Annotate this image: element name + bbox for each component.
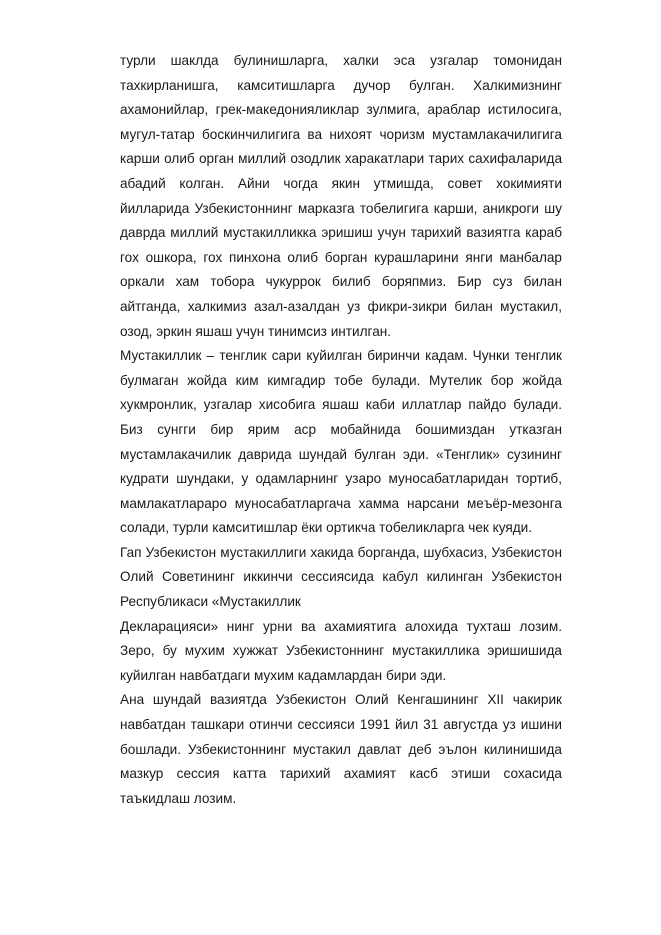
paragraph-4: Декларацияси» нинг урни ва ахамиятига алохида тухташ лозим. Зеро, бу мухим хужжат Узбекистоннинг мустакиллика эришишида куйилган навбатдаги мухим кадамлардан бири эди.	[120, 618, 562, 683]
paragraph-2: Мустакиллик – тенглик сари куйилган биринчи кадам. Чунки тенглик булмаган жойда ким кимгадир тобе булади. Мутелик бор жойда хукмронлик, узгалар хисобига яшаш каби иллатлар пайдо булади. Биз сунгги бир ярим аср мобайнида бошимиздан утказган мустамлакачилик даврида шундай булган эди. «Тенглик» сузининг кудрати шундаки, у одамларнинг узаро муносабатларидан тортиб, мамлакатлараро муносабатларгача хамма нарсани меъёр-мезонга солади, турли камситишлар ёки ортикча тобеликларга чек куяди.	[120, 348, 562, 536]
document-page	[120, 49, 562, 811]
paragraph-1: турли шаклда булинишларга, халки эса узгалар томонидан тахкирланишга, камситишларга дучор булган. Халкимизнинг ахамонийлар, грек-македонияликлар зулмига, араблар истилосига, мугул-татар боскинчилигига ва нихоят чоризм мустамлакачилигига карши олиб орган миллий озодлик харакатлари тарих сахифаларида абадий колган. Айни чогда якин утмишда, совет хокимияти йилларида Узбекистоннинг марказга тобелигига карши, аникроги шу даврда миллий мустакилликка эришиш учун тарихий вазиятга караб гох ошкора, гох пинхона олиб борган курашларини янги манбалар оркали хам тобора чукуррок билиб боряпмиз. Бир суз билан айтганда, халкимиз азал-азалдан уз фикри-зикри билан мустакил, озод, эркин яшаш учун тинимсиз интилган.	[120, 53, 562, 339]
paragraph-3: Гап Узбекистон мустакиллиги хакида борганда, шубхасиз, Узбекистон Олий Советининг иккинчи сессиясида кабул килинган Узбекистон Республикаси «Мустакиллик	[120, 544, 562, 610]
paragraph-5: Ана шундай вазиятда Узбекистон Олий Кенгашининг XII чакирик навбатдан ташкари отинчи сессияси 1991 йил 31 августда уз ишини бошлади. Узбекистоннинг мустакил давлат деб эълон килинишида мазкур сессия катта тарихий ахамият касб этиши сохасида таъкидлаш лозим.	[120, 692, 562, 806]
